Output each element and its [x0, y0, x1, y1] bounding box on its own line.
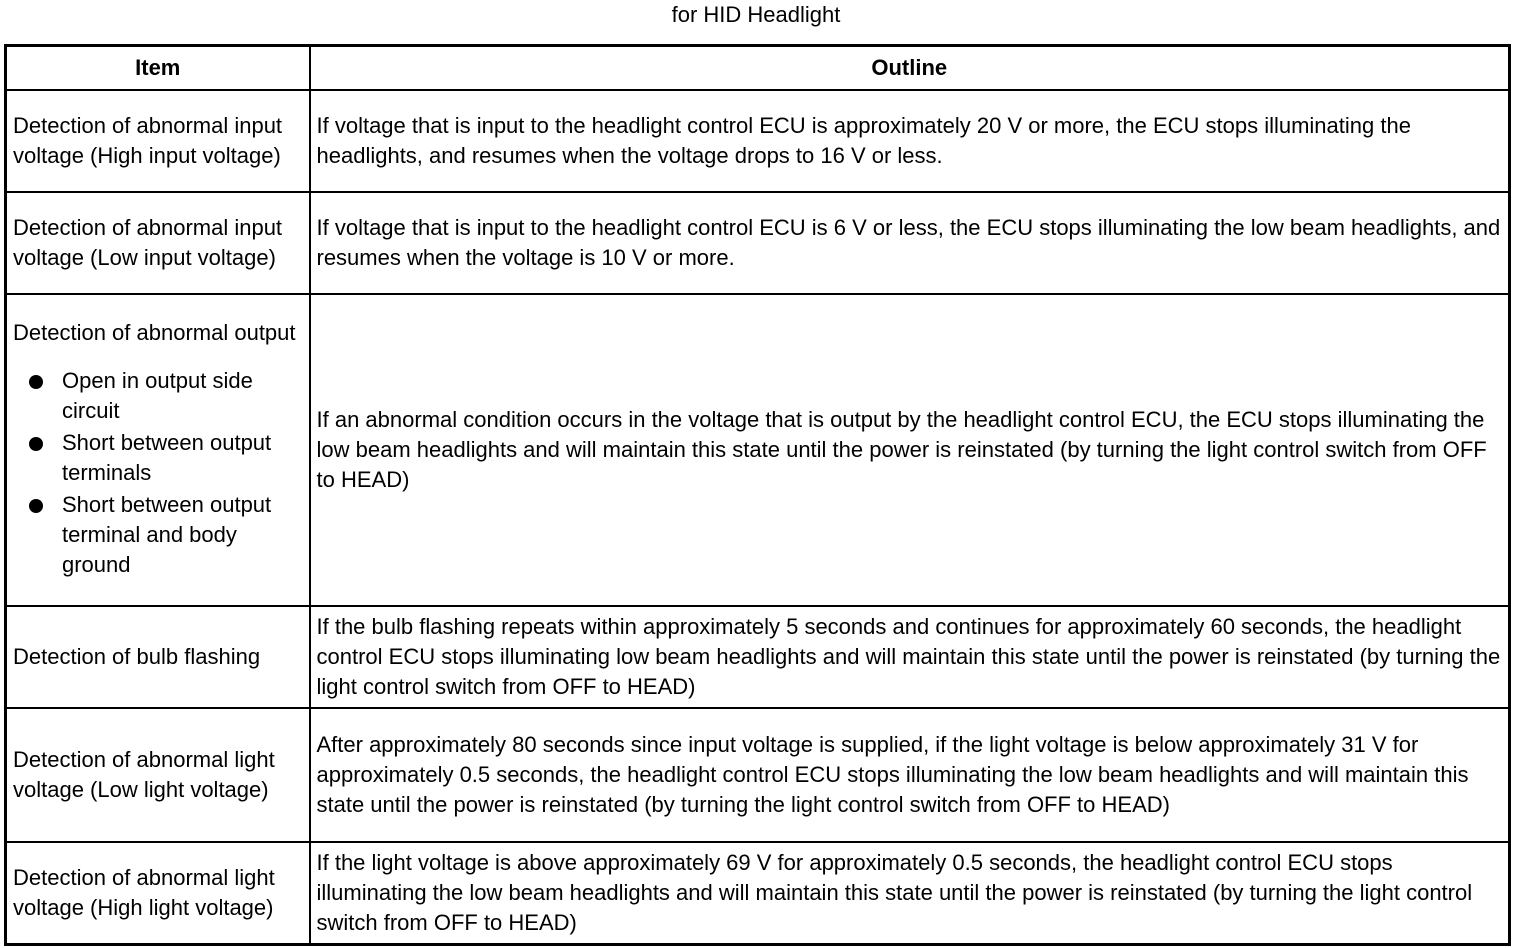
page-title: for HID Headlight: [671, 2, 841, 27]
bullet-icon: [29, 499, 43, 513]
table-row: [6, 708, 1510, 842]
list-item: [13, 490, 303, 580]
bullet-text: Short between output terminals: [62, 430, 272, 485]
item-cell: [6, 294, 310, 606]
table-header-row: [6, 46, 1510, 91]
table-row: [6, 90, 1510, 192]
item-cell: Detection of abnormal light voltage (High light voltage): [6, 842, 310, 945]
table-row: [6, 294, 1510, 606]
header-outline: Outline: [310, 46, 1510, 91]
list-item: [13, 366, 303, 426]
outline-cell: If voltage that is input to the headlight control ECU is approximately 20 V or more, the ECU stops illuminating the headlights, and resumes when the voltage drops to 16 V or less.: [310, 90, 1510, 192]
bullet-icon: [29, 437, 43, 451]
item-cell: Detection of abnormal input voltage (High input voltage): [6, 90, 310, 192]
table-row: [6, 842, 1510, 945]
table-row: [6, 192, 1510, 294]
outline-cell: If the bulb flashing repeats within approximately 5 seconds and continues for approximately 60 seconds, the headlight control ECU stops illuminating low beam headlights and will maintain this state until the power is reinstated (by turning the light control switch from OFF to HEAD): [310, 606, 1510, 708]
bullet-text: Short between output terminal and body ground: [62, 492, 272, 577]
bullet-text: Open in output side circuit: [62, 368, 253, 423]
item-cell: Detection of abnormal light voltage (Low light voltage): [6, 708, 310, 842]
bullet-icon: [29, 375, 43, 389]
bullet-list: [13, 366, 303, 580]
spec-table: [4, 44, 1511, 946]
outline-cell: If the light voltage is above approximately 69 V for approximately 0.5 seconds, the headlight control ECU stops illuminating the low beam headlights and will maintain this state until the power is reinstated (by turning the light control switch from OFF to HEAD): [310, 842, 1510, 945]
table-row: [6, 606, 1510, 708]
item-cell: Detection of bulb flashing: [6, 606, 310, 708]
outline-cell: After approximately 80 seconds since input voltage is supplied, if the light voltage is below approximately 31 V for approximately 0.5 seconds, the headlight control ECU stops illuminating the low beam headlights and will maintain this state until the power is reinstated (by turning the light control switch from OFF to HEAD): [310, 708, 1510, 842]
outline-cell: If voltage that is input to the headlight control ECU is 6 V or less, the ECU stops illuminating the low beam headlights, and resumes when the voltage is 10 V or more.: [310, 192, 1510, 294]
item-label: Detection of abnormal output: [13, 320, 296, 345]
outline-cell: If an abnormal condition occurs in the voltage that is output by the headlight control ECU, the ECU stops illuminating the low beam headlights and will maintain this state until the power is reinstated (by turning the light control switch from OFF to HEAD): [310, 294, 1510, 606]
item-cell: Detection of abnormal input voltage (Low input voltage): [6, 192, 310, 294]
list-item: [13, 428, 303, 488]
header-item: Item: [6, 46, 310, 91]
